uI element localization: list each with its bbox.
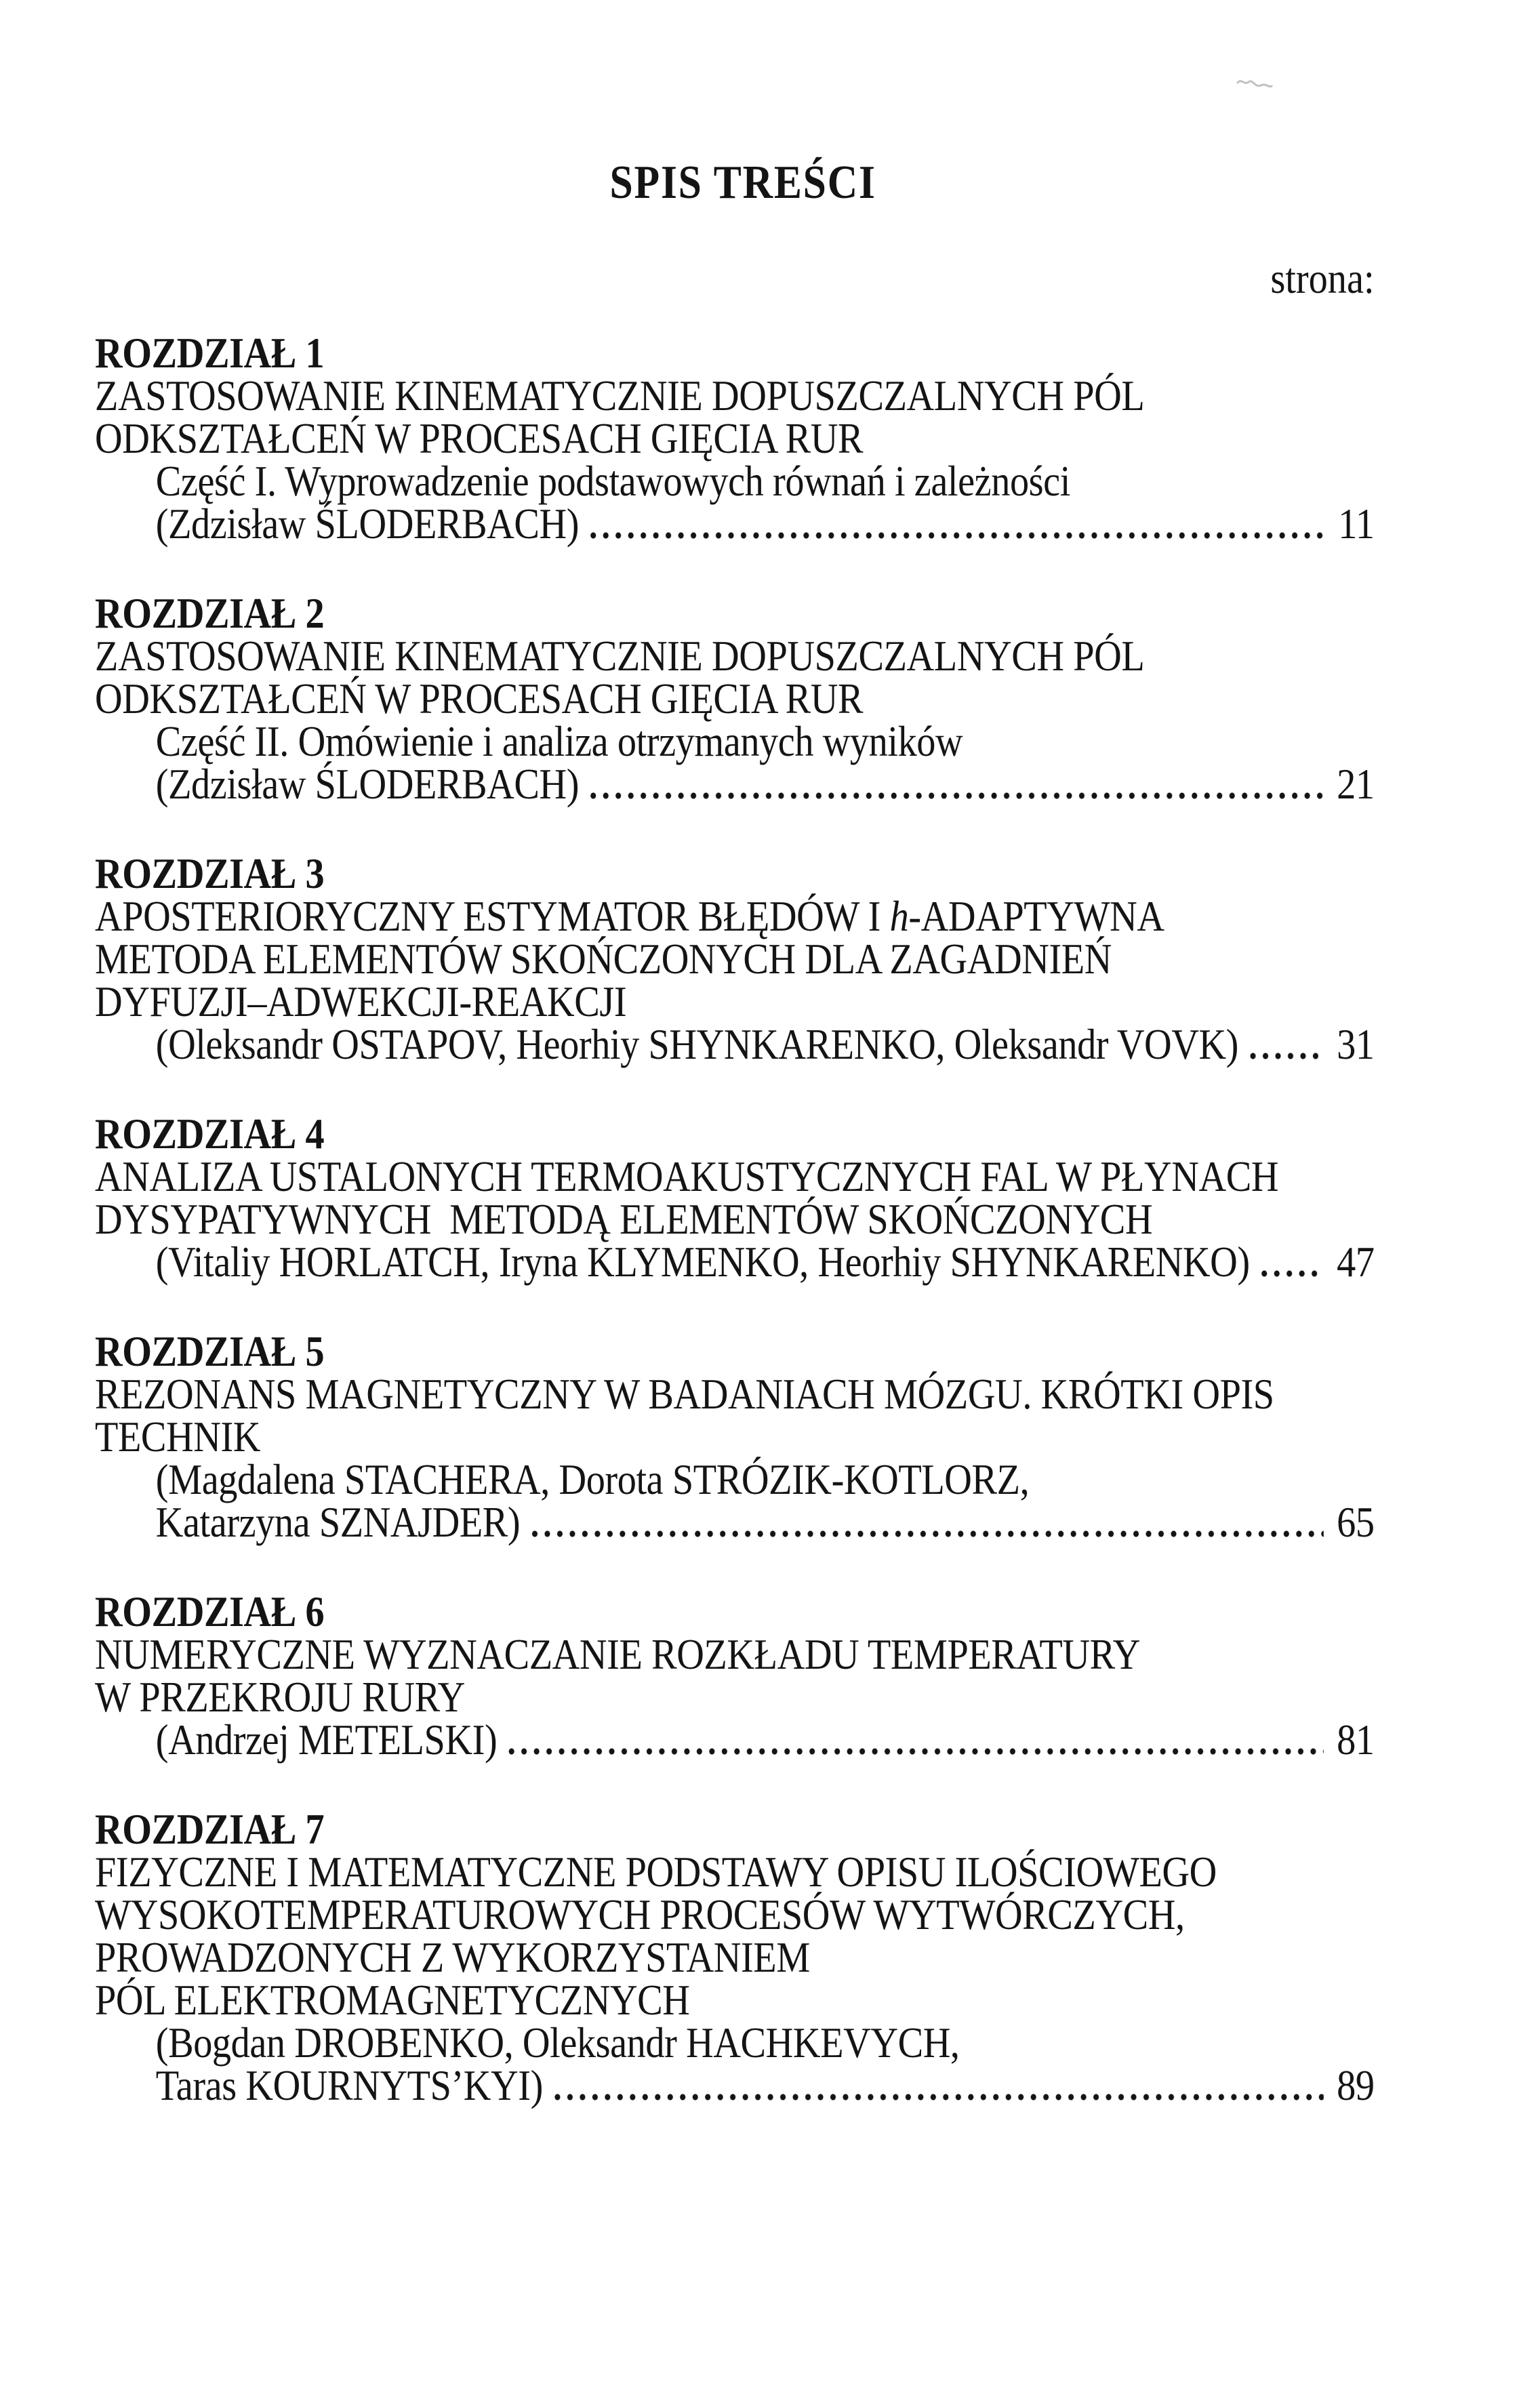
chapter-title-line: PROWADZONYCH Z WYKORZYSTANIEM (95, 1933, 810, 1981)
page-number: 47 (1337, 1238, 1375, 1286)
dot-leader (587, 532, 1325, 539)
author-line: (Vitaliy HORLATCH, Iryna KLYMENKO, Heorhiy SHYNKARENKO) (155, 1238, 1250, 1286)
chapter-author-row (95, 1715, 1391, 1764)
chapter-title-line: ZASTOSOWANIE KINEMATYCZNIE DOPUSZCZALNYCH PÓL (95, 632, 1145, 680)
author-line: (Bogdan DROBENKO, Oleksandr HACHKEVYCH, (155, 2018, 960, 2067)
title-text: APOSTERIORYCZNY ESTYMATOR BŁĘDÓW I (95, 892, 890, 940)
dot-leader (587, 792, 1323, 799)
author-line: (Zdzisław ŚLODERBACH) (155, 500, 580, 548)
chapter-heading: ROZDZIAŁ 7 (95, 1805, 325, 1853)
chapter-author-row (95, 1020, 1391, 1068)
chapter-title-line: FIZYCZNE I MATEMATYCZNE PODSTAWY OPISU ILOŚCIOWEGO (95, 1848, 1217, 1896)
chapter-heading: ROZDZIAŁ 5 (95, 1327, 325, 1375)
chapter-author-row (95, 500, 1391, 548)
author-line: (Andrzej METELSKI) (155, 1715, 498, 1764)
chapter-3 (95, 849, 1391, 1068)
chapter-title-line: METODA ELEMENTÓW SKOŃCZONYCH DLA ZAGADNIEŃ (95, 935, 1112, 983)
chapter-title-line: REZONANS MAGNETYCZNY W BADANIACH MÓZGU. KRÓTKI OPIS (95, 1370, 1274, 1418)
author-line: (Magdalena STACHERA, Dorota STRÓZIK-KOTLORZ, (155, 1455, 1030, 1503)
chapter-6 (95, 1587, 1391, 1764)
chapter-title-line: W PRZEKROJU RURY (95, 1673, 465, 1721)
page-number: 81 (1337, 1715, 1375, 1764)
chapter-title-line: DYSYPATYWNYCH METODĄ ELEMENTÓW SKOŃCZONYCH (95, 1195, 1153, 1243)
chapter-list (95, 331, 1391, 2107)
chapter-author-row (95, 1238, 1391, 1286)
chapter-subtitle-line: Część I. Wyprowadzenie podstawowych równań i zależności (155, 457, 1070, 505)
chapter-title-line: ODKSZTAŁCEŃ W PROCESACH GIĘCIA RUR (95, 414, 864, 462)
dot-leader (1258, 1270, 1324, 1277)
page-number: 89 (1337, 2061, 1375, 2109)
toc-content (95, 0, 1391, 2107)
page-number: 31 (1337, 1020, 1375, 1068)
page-number: 11 (1338, 500, 1375, 548)
chapter-5 (95, 1327, 1391, 1546)
dot-leader (529, 1530, 1324, 1537)
author-line: (Zdzisław ŚLODERBACH) (155, 760, 580, 808)
dot-leader (506, 1748, 1324, 1755)
chapter-title-line: ZASTOSOWANIE KINEMATYCZNIE DOPUSZCZALNYCH PÓL (95, 371, 1145, 420)
page-title: SPIS TREŚCI (609, 157, 876, 209)
chapter-title-line: PÓL ELEKTROMAGNETYCZNYCH (95, 1976, 690, 2024)
author-line: Katarzyna SZNAJDER) (155, 1498, 521, 1546)
chapter-1 (95, 329, 1391, 548)
chapter-heading: ROZDZIAŁ 1 (95, 329, 325, 377)
page-number: 65 (1337, 1498, 1375, 1546)
chapter-7 (95, 1805, 1391, 2109)
chapter-title-line: ODKSZTAŁCEŃ W PROCESACH GIĘCIA RUR (95, 674, 864, 723)
chapter-author-row (95, 2061, 1391, 2109)
chapter-4 (95, 1110, 1391, 1286)
chapter-title-line: ANALIZA USTALONYCH TERMOAKUSTYCZNYCH FAL W PŁYNACH (95, 1152, 1279, 1200)
chapter-2 (95, 589, 1391, 808)
chapter-title-line: WYSOKOTEMPERATUROWYCH PROCESÓW WYTWÓRCZYCH, (95, 1890, 1185, 1938)
chapter-title-line: NUMERYCZNE WYZNACZANIE ROZKŁADU TEMPERATURY (95, 1630, 1140, 1678)
chapter-heading: ROZDZIAŁ 2 (95, 589, 325, 637)
chapter-subtitle-line: Część II. Omówienie i analiza otrzymanych wyników (155, 717, 963, 765)
title-text: -ADAPTYWNA (908, 892, 1164, 940)
dot-leader (551, 2094, 1324, 2100)
title-italic-h: h (889, 892, 909, 940)
chapter-heading: ROZDZIAŁ 4 (95, 1110, 325, 1158)
author-line: Taras KOURNYTS’KYI) (155, 2061, 543, 2109)
chapter-heading: ROZDZIAŁ 3 (95, 849, 325, 897)
chapter-author-row (95, 1498, 1391, 1546)
page-column-label: strona: (1270, 254, 1375, 302)
chapter-title-line: DYFUZJI–ADWEKCJI-REAKCJI (95, 977, 627, 1026)
chapter-title-line (95, 892, 1391, 940)
chapter-title-line: TECHNIK (95, 1413, 261, 1461)
chapter-author-row (95, 760, 1391, 808)
page-number: 21 (1337, 760, 1375, 808)
dot-leader (1247, 1053, 1323, 1059)
chapter-heading: ROZDZIAŁ 6 (95, 1587, 325, 1636)
author-line: (Oleksandr OSTAPOV, Heorhiy SHYNKARENKO, Oleksandr VOVK) (155, 1020, 1238, 1068)
